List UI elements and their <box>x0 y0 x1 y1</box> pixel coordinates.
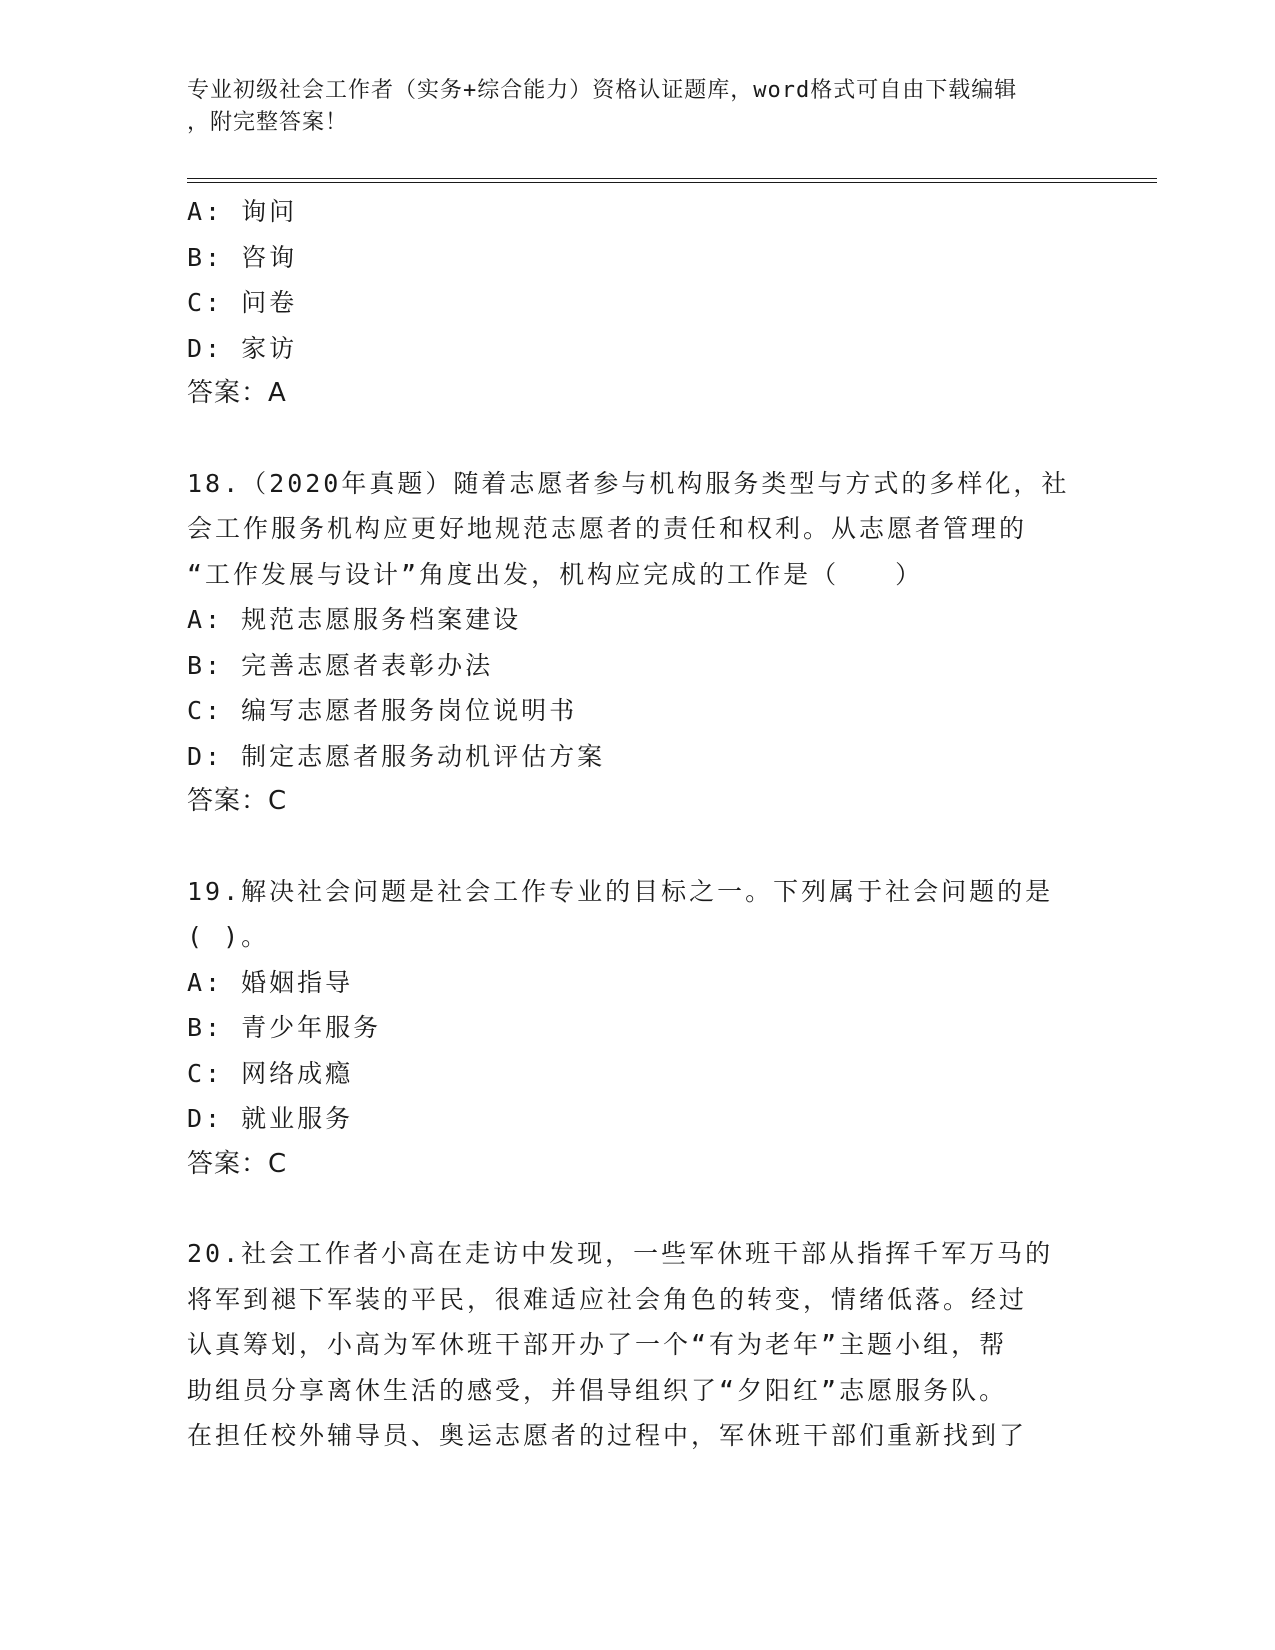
option-d: D: 就业服务 <box>187 1104 354 1133</box>
question-text-line: 助组员分享离休生活的感受，并倡导组织了“夕阳红”志愿服务队。 <box>187 1375 1008 1405</box>
question-text-line: 19.解决社会问题是社会工作专业的目标之一。下列属于社会问题的是 <box>187 876 1054 906</box>
option-b: B: 完善志愿者表彰办法 <box>187 650 494 680</box>
option-a: A: 婚姻指导 <box>187 967 354 997</box>
question-block-17 <box>187 189 1087 417</box>
spacer <box>187 1187 1087 1231</box>
option-b: B: 青少年服务 <box>187 1013 382 1042</box>
option-c: C: 编写志愿者服务岗位说明书 <box>187 696 578 725</box>
option-d: D: 家访 <box>187 333 298 363</box>
question-text-line: 在担任校外辅导员、奥运志愿者的过程中，军休班干部们重新找到了 <box>187 1421 1028 1450</box>
question-block-18 <box>187 461 1087 825</box>
question-text-line: 会工作服务机构应更好地规范志愿者的责任和权利。从志愿者管理的 <box>187 514 1028 543</box>
header-line-2: ，附完整答案！ <box>187 110 349 135</box>
option-c: C: 问卷 <box>187 288 298 317</box>
header-line-1: 专业初级社会工作者（实务+综合能力）资格认证题库，word格式可自由下载编辑 <box>187 78 1018 103</box>
question-block-20 <box>187 1231 1087 1459</box>
option-c: C: 网络成瘾 <box>187 1058 354 1088</box>
document-header <box>187 75 1087 139</box>
question-text-line: “工作发展与设计”角度出发，机构应完成的工作是（ ） <box>187 559 924 589</box>
spacer <box>187 417 1087 461</box>
question-block-19 <box>187 869 1087 1188</box>
option-a: A: 规范志愿服务档案建设 <box>187 605 522 634</box>
question-text-line: 18.（2020年真题）随着志愿者参与机构服务类型与方式的多样化，社 <box>187 468 1070 498</box>
question-text-line: ( )。 <box>187 922 270 951</box>
question-text-line: 20.社会工作者小高在走访中发现，一些军休班干部从指挥千军万马的 <box>187 1239 1054 1268</box>
answer-line: 答案：C <box>187 786 288 816</box>
option-d: D: 制定志愿者服务动机评估方案 <box>187 741 606 771</box>
option-b: B: 咨询 <box>187 242 298 272</box>
option-a: A: 询问 <box>187 197 298 226</box>
spacer <box>187 825 1087 869</box>
answer-line: 答案：A <box>187 378 287 408</box>
question-text-line: 认真筹划，小高为军休班干部开办了一个“有为老年”主题小组，帮 <box>187 1330 1008 1359</box>
answer-line: 答案：C <box>187 1148 288 1179</box>
question-text-line: 将军到褪下军装的平民，很难适应社会角色的转变，情绪低落。经过 <box>187 1284 1028 1314</box>
header-divider <box>187 178 1157 183</box>
question-list <box>187 189 1087 1459</box>
